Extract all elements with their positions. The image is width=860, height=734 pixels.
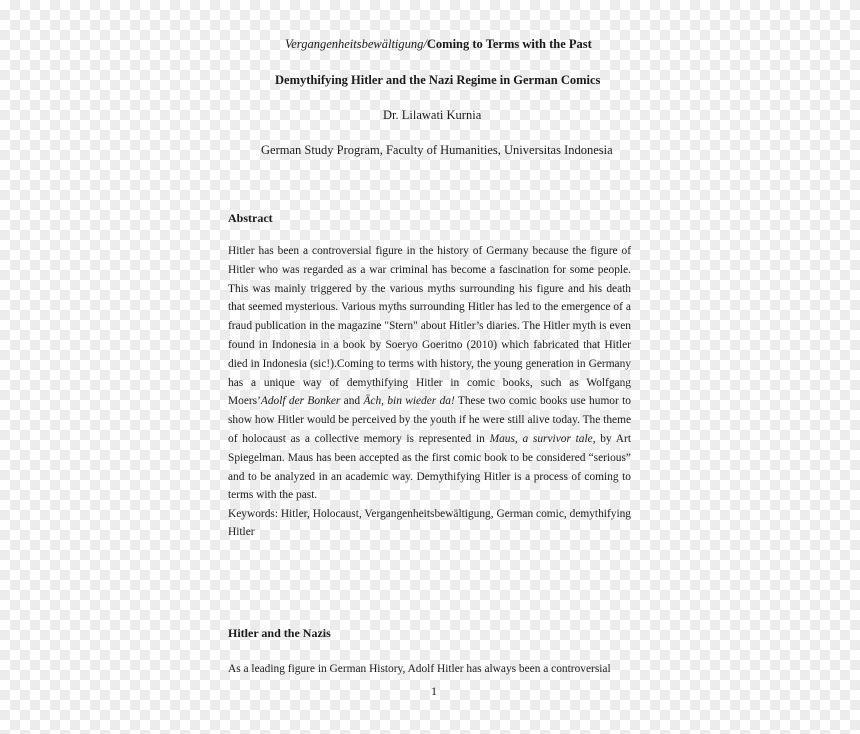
title-italic-part: Vergangenheitsbewältigung/ [285, 37, 427, 51]
section-heading: Hitler and the Nazis [228, 626, 331, 640]
paper-subtitle: Demythifying Hitler and the Nazi Regime in German Comics [275, 73, 601, 87]
comic-title-maus: Maus, a survivor tale, [489, 432, 596, 445]
title-bold-part: Coming to Terms with the Past [426, 37, 592, 51]
abstract-segment-2: and [340, 395, 364, 408]
page-number: 1 [431, 684, 437, 698]
keywords-line: Keywords: Hitler, Holocaust, Vergangenheitsbewältigung, German comic, demythifying Hitler [228, 508, 631, 538]
document-page [200, 0, 660, 734]
abstract-segment-3: These two comic books use humor to show how Hitler would be perceived by the youth if he were still alive today. The theme of holocaust as a collective memory is represented in [228, 395, 631, 445]
abstract-segment-4: by Art Spiegelman. Maus has been accepted as the first comic book to be considered “serious” and to be analyzed in an academic way. Demythifying Hitler is a process of coming to terms with the past. [228, 432, 631, 502]
paper-title [285, 37, 592, 52]
abstract-text [228, 242, 631, 505]
author-affiliation: German Study Program, Faculty of Humanities, Universitas Indonesia [261, 143, 613, 157]
author-name: Dr. Lilawati Kurnia [383, 108, 482, 122]
abstract-segment-1: Hitler has been a controversial figure in the history of Germany because the figure of Hitler who was regarded as a war criminal has become a fascination for some people. This was mainly triggered by the various myths surrounding his figure and his death that seemed mysterious. Various myths surrounding Hitler has led to the emergence of a fraud publication in the magazine "Stern" about Hitler’s diaries. The Hitler myth is even found in Indonesia in a book by Soeryo Goeritno (2010) which fabricated that Hitler died in Indonesia (sic!).Coming to terms with history, the young generation in Germany has a unique way of demythifying Hitler in comic books, such as Wolfgang Moers’ [228, 245, 631, 408]
section-text: As a leading figure in German History, Adolf Hitler has always been a controversial [228, 663, 611, 675]
comic-title-ach-bin-wieder-da: Äch, bin wieder da! [363, 395, 455, 408]
comic-title-adolf-der-bonker: Adolf der Bonker [260, 395, 341, 408]
abstract-heading: Abstract [228, 211, 273, 225]
